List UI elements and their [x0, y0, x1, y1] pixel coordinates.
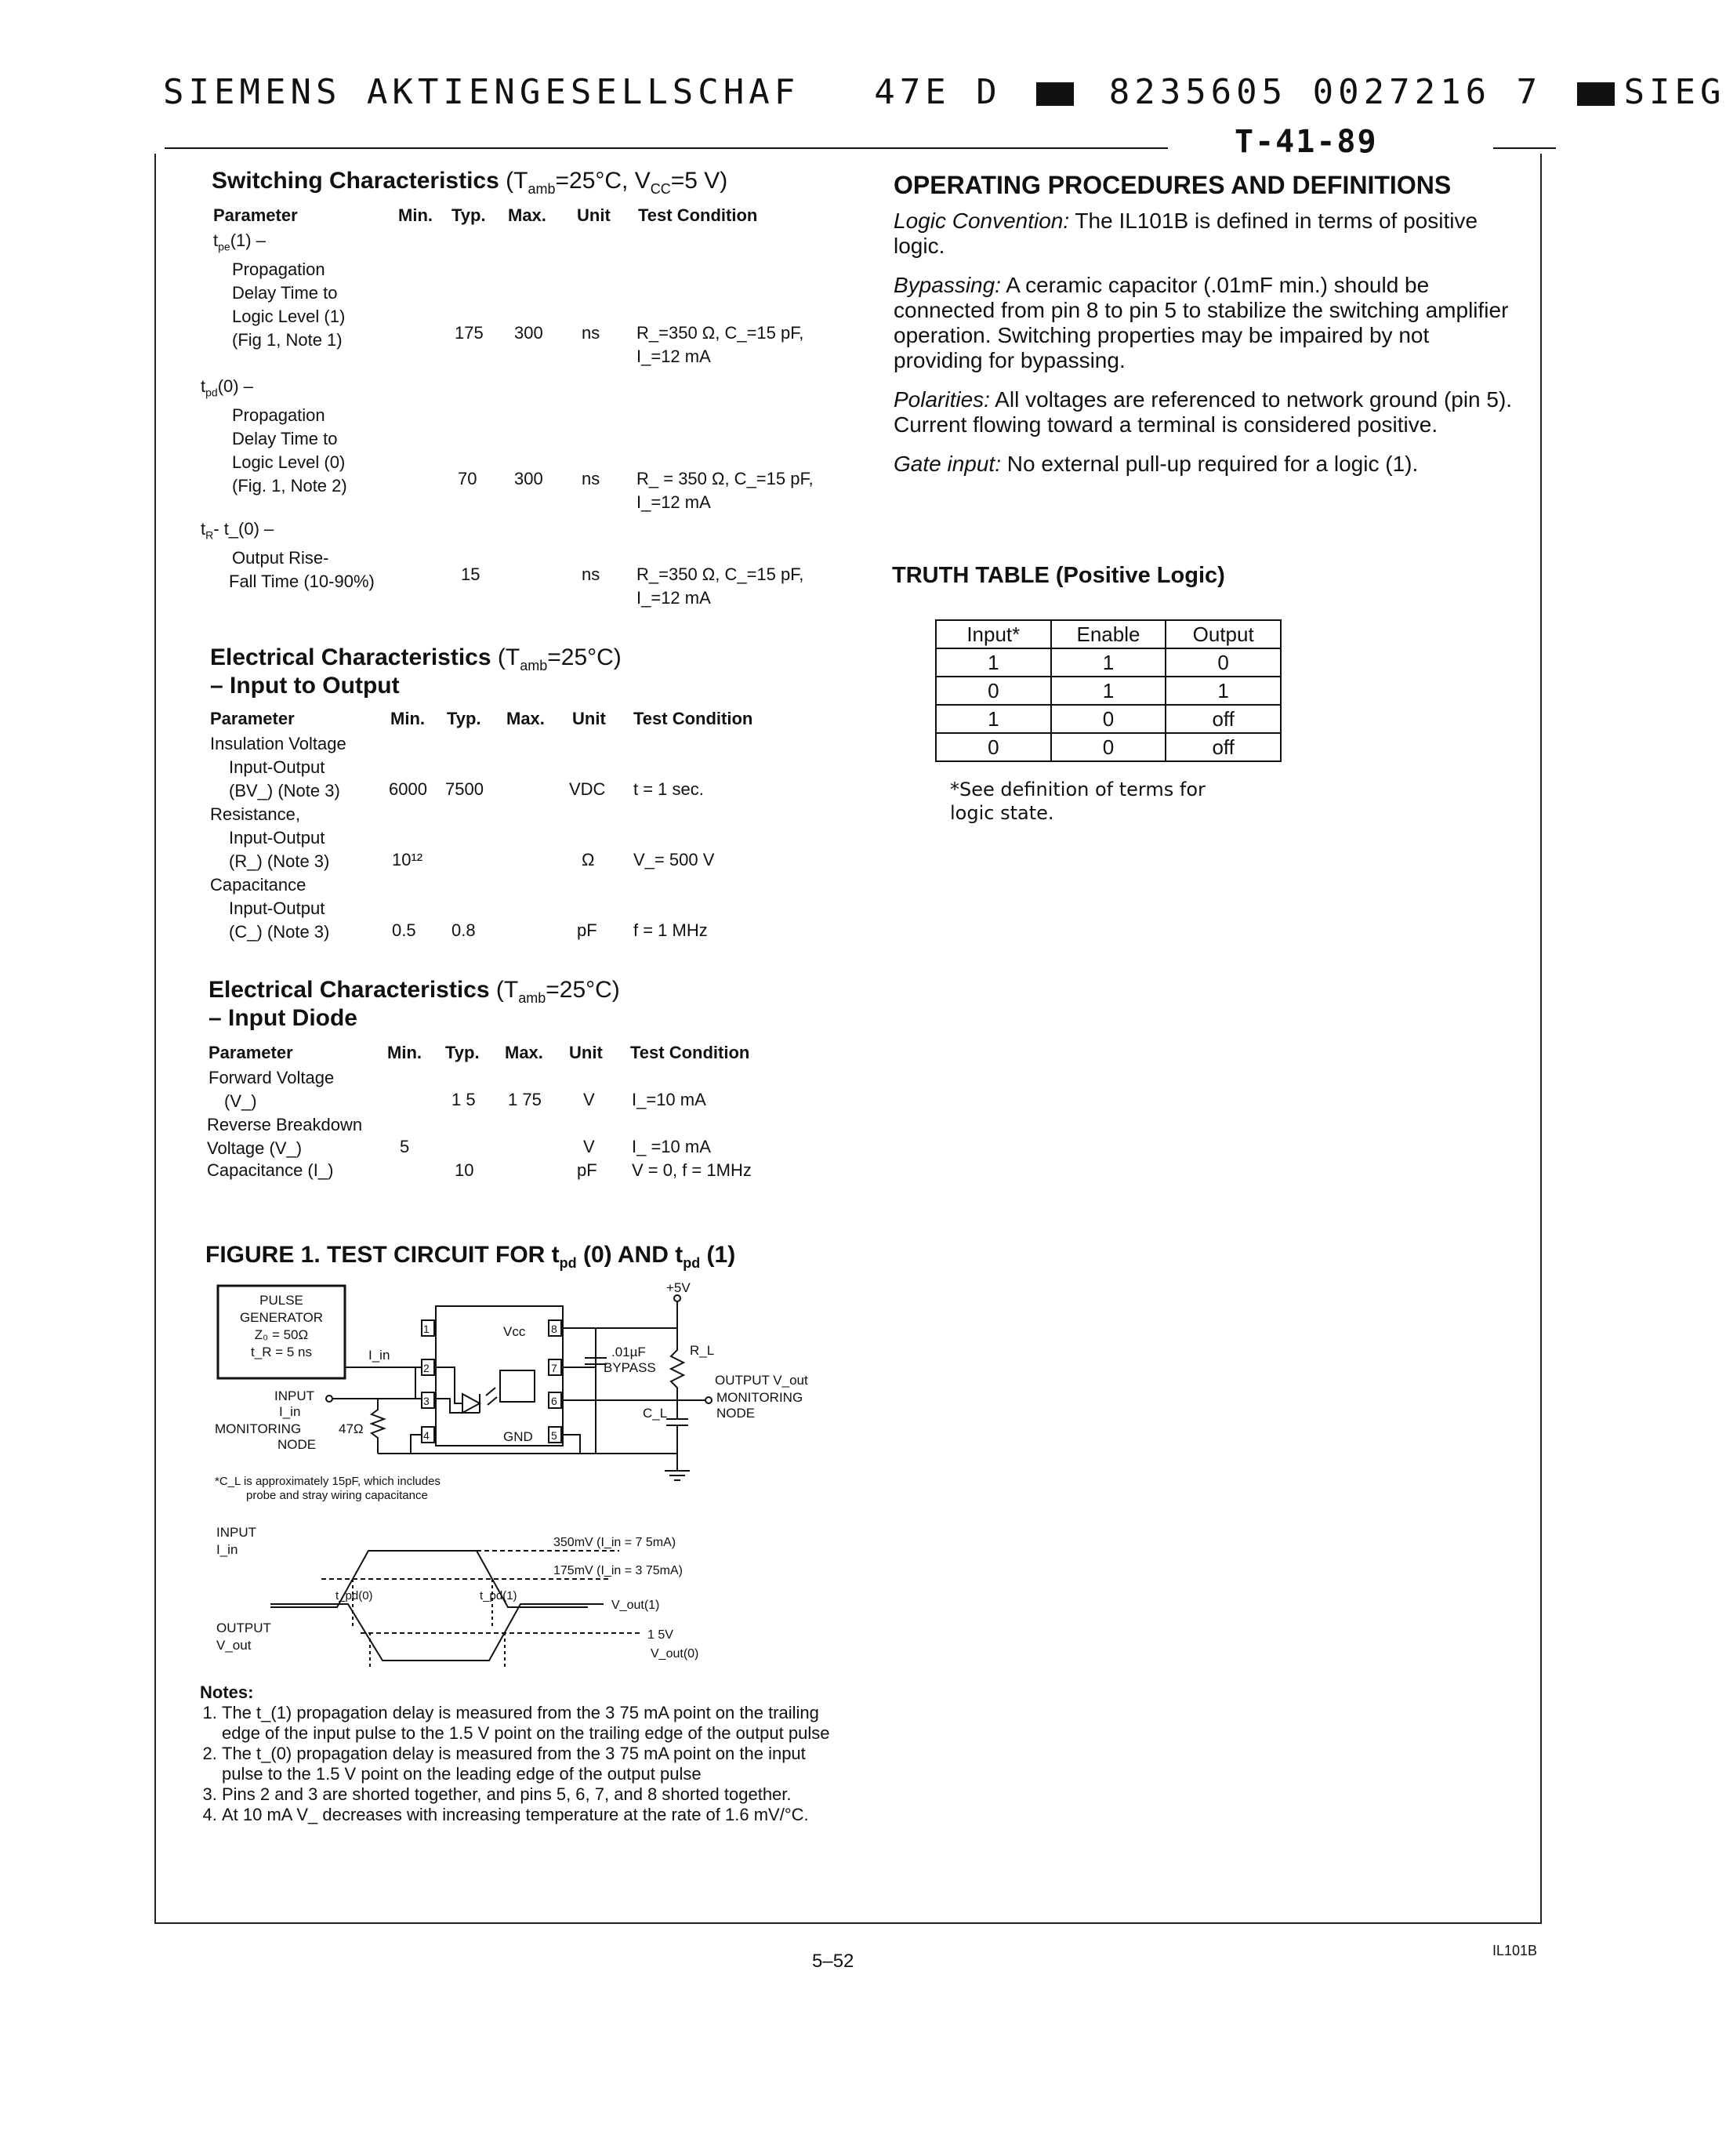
truth-table-title: TRUTH TABLE (Positive Logic): [892, 563, 1225, 588]
diode-row3-cond: V = 0, f = 1MHz: [632, 1160, 752, 1180]
vout1-label: V_out(1): [611, 1599, 660, 1612]
io-row1-min: 6000: [389, 779, 427, 799]
node-label: NODE: [716, 1406, 756, 1421]
diode-row3-parameter: Capacitance (I_): [207, 1160, 334, 1180]
output-label: OUTPUT V_out: [715, 1373, 808, 1388]
sw-row3-parameter: $t_R-$ t_(0) – Output Rise- Fall Time (10-90%): [201, 519, 375, 592]
sw-row3-unit: ns: [582, 564, 600, 584]
io-header-min: Min.: [390, 709, 425, 728]
diode-row1-max: 1 75: [508, 1090, 542, 1109]
output-waveform: [270, 1604, 604, 1661]
diode-row2-min: 5: [400, 1137, 410, 1156]
header-code3: SIEG: [1623, 72, 1726, 112]
sw-row2-unit: ns: [582, 469, 600, 488]
input-waveform: [270, 1551, 588, 1607]
svg-text:5: 5: [551, 1429, 557, 1442]
truth-header-output: Output: [1166, 620, 1281, 648]
truth-header-input: Input*: [936, 620, 1051, 648]
diode-header-min: Min.: [387, 1043, 422, 1062]
wave-350-label: 350mV (I_in = 7 5mA): [553, 1536, 676, 1549]
io-header-parameter: Parameter: [210, 709, 295, 728]
svg-text:GENERATOR: GENERATOR: [239, 1310, 324, 1325]
sw-header-typ: Typ.: [451, 205, 486, 225]
sw-header-condition: Test Condition: [638, 205, 758, 225]
svg-text:8: 8: [551, 1323, 557, 1335]
cap-label: .01µF: [611, 1345, 646, 1359]
plus5v-label: +5V: [666, 1280, 691, 1295]
sw-row1-unit: ns: [582, 323, 600, 343]
para-gate-input: Gate input: No external pull-up required for a logic (1).: [894, 452, 1419, 476]
switching-title: Switching Characteristics ($T_{amb}=25^\circ C$, $V_{CC}=5$ V): [212, 168, 728, 197]
io-row3-cond: f = 1 MHz: [633, 920, 708, 940]
svg-text:1: 1: [423, 1323, 430, 1335]
svg-text:MONITORING: MONITORING: [215, 1421, 302, 1436]
diode-row1-unit: V: [583, 1090, 595, 1109]
svg-text:V_out: V_out: [216, 1638, 252, 1653]
io-row3-min: 0.5: [392, 920, 416, 940]
iin-label: I_in: [368, 1348, 390, 1363]
diode-row3-unit: pF: [577, 1160, 597, 1180]
header-rule-right: [1493, 147, 1556, 149]
diode-header-typ: Typ.: [445, 1043, 480, 1062]
truth-table: [935, 619, 1282, 762]
doc-number: T-41-89: [1235, 124, 1378, 160]
sw-row2-typ: 70: [458, 469, 477, 488]
black-block-mark: [1577, 82, 1615, 106]
part-number: IL101B: [1492, 1943, 1538, 1958]
vout0-label: V_out(0): [651, 1647, 699, 1661]
cl-label: C_L: [643, 1406, 668, 1421]
diode-row1-cond: I_=10 mA: [632, 1090, 706, 1109]
document-header: [163, 72, 1726, 112]
page-number: 5–52: [812, 1951, 854, 1972]
sw-header-max: Max.: [508, 205, 546, 225]
diode-header-max: Max.: [505, 1043, 543, 1062]
svg-text:Z₀ = 50Ω: Z₀ = 50Ω: [254, 1327, 309, 1342]
note-1: 1. The t_(1) propagation delay is measured from the 3 75 mA point on the trailing edge of the input pulse to the 1.5 V point on the trailing edge of the output pulse: [222, 1703, 843, 1744]
wave-175-label: 175mV (I_in = 3 75mA): [553, 1564, 683, 1577]
io-row1-unit: VDC: [569, 779, 606, 799]
black-block-mark: [1036, 82, 1074, 106]
operating-procedures: [894, 172, 1513, 491]
note-2: 2. The t_(0) propagation delay is measured from the 3 75 mA point on the input pulse to the 1.5 V point on the leading edge of the output pulse: [222, 1744, 843, 1784]
input-label: INPUT: [274, 1388, 314, 1403]
io-header-unit: Unit: [572, 709, 606, 728]
elec-diode-subtitle: – Input Diode: [208, 1005, 357, 1031]
elec-io-title: Electrical Characteristics $(T_{amb}=25^\circ C)$: [210, 644, 622, 673]
sw-row3-cond1: R_=350 Ω, C_=15 pF,: [636, 564, 804, 584]
truth-header-enable: Enable: [1051, 620, 1166, 648]
svg-text:3: 3: [423, 1395, 430, 1407]
svg-text:6: 6: [551, 1395, 557, 1407]
svg-text:I_in: I_in: [279, 1404, 301, 1419]
test-circuit-diagram: [204, 1278, 862, 1670]
resistor-47: [372, 1399, 384, 1454]
diode-header-parameter: Parameter: [208, 1043, 293, 1062]
svg-text:NODE: NODE: [277, 1437, 317, 1452]
diode-header-unit: Unit: [569, 1043, 603, 1062]
truth-footnote: *See definition of terms for logic state.: [950, 779, 1206, 824]
diode-symbol: [462, 1394, 480, 1413]
sw-row2-max: 300: [514, 469, 543, 488]
sw-row1-max: 300: [514, 323, 543, 343]
circuit-footnote: *C_L is approximately 15pF, which includes: [215, 1475, 441, 1488]
wave-output-label: OUTPUT: [216, 1621, 271, 1635]
sw-row3-cond2: I_=12 mA: [636, 588, 711, 608]
para-polarities: Polarities: All voltages are referenced to network ground (pin 5). Current flowing toward a terminal is considered positive.: [894, 387, 1513, 437]
notes-section: [200, 1682, 843, 1825]
sw-header-unit: Unit: [577, 205, 611, 225]
para-logic-convention: Logic Convention: The IL101B is defined in terms of positive logic.: [894, 209, 1478, 258]
io-row1-parameter: Insulation Voltage Input-Output (BV_) (Note 3): [210, 734, 346, 800]
sw-row1-typ: 175: [455, 323, 484, 343]
vcc-label: Vcc: [503, 1324, 526, 1339]
elec-io-subtitle: – Input to Output: [210, 673, 400, 699]
header-code2: 8235605 0027216 7: [1108, 72, 1543, 112]
io-row1-typ: 7500: [445, 779, 484, 799]
res47-label: 47Ω: [339, 1421, 364, 1436]
resistor-rl: [671, 1301, 684, 1400]
sw-row2-cond2: I_=12 mA: [636, 492, 711, 512]
sw-row3-typ: 15: [461, 564, 480, 584]
operating-title: OPERATING PROCEDURES AND DEFINITIONS: [894, 171, 1452, 199]
table-row: 0 0 off: [936, 733, 1281, 761]
sw-row1-cond2: I_=12 mA: [636, 347, 711, 366]
io-row2-parameter: Resistance, Input-Output (R_) (Note 3): [210, 804, 330, 871]
io-row2-unit: Ω: [582, 850, 595, 869]
sw-row1-parameter: $t_{pe}(1)$ – Propagation Delay Time to Logic Level (1) (Fig 1, Note 1): [213, 230, 346, 350]
diode-row1-parameter: Forward Voltage (V_): [208, 1068, 335, 1111]
wave-input-label: INPUT: [216, 1525, 256, 1540]
para-bypassing: Bypassing: A ceramic capacitor (.01mF min.) should be connected from pin 8 to pin 5 to stabilize the switching amplifier operation. Switching properties may be impaired by not providing for bypassing.: [894, 273, 1509, 372]
tpd1-label: t_pd(1): [480, 1589, 517, 1602]
plus5v-terminal: [674, 1295, 680, 1301]
gnd-label: GND: [503, 1429, 533, 1444]
diode-row2-unit: V: [583, 1137, 595, 1156]
diode-row1-typ: 1 5: [451, 1090, 476, 1109]
v15-label: 1 5V: [647, 1628, 673, 1642]
io-row3-unit: pF: [577, 920, 597, 940]
svg-text:probe and stray wiring capacit: probe and stray wiring capacitance: [246, 1489, 428, 1502]
pulse-gen-label: PULSE: [259, 1293, 303, 1308]
svg-text:2: 2: [423, 1362, 430, 1374]
bypass-label: BYPASS: [604, 1360, 656, 1375]
io-row3-parameter: Capacitance Input-Output (C_) (Note 3): [210, 875, 330, 942]
notes-title: Notes:: [200, 1682, 254, 1702]
note-4: 4. At 10 mA V_ decreases with increasing temperature at the rate of 1.6 mV/°C.: [222, 1805, 843, 1825]
io-row3-typ: 0.8: [451, 920, 476, 940]
diode-row2-parameter: Reverse Breakdown Voltage (V_): [207, 1115, 363, 1158]
svg-text:7: 7: [551, 1362, 557, 1374]
monitoring-label: MONITORING: [716, 1390, 803, 1405]
tpd0-label: t_pd(0): [335, 1589, 373, 1602]
sw-row2-cond1: R_ = 350 Ω, C_=15 pF,: [636, 469, 814, 488]
table-row: 1 0 off: [936, 705, 1281, 733]
sw-header-min: Min.: [398, 205, 433, 225]
table-row: 0 1 1: [936, 677, 1281, 705]
diode-row3-typ: 10: [455, 1160, 474, 1180]
io-row2-cond: V_= 500 V: [633, 850, 715, 869]
gate-symbol: [500, 1370, 535, 1402]
io-row2-min: 10¹²: [392, 850, 423, 869]
sw-row2-parameter: $t_{pd}(0)$ – Propagation Delay Time to Logic Level (0) (Fig. 1, Note 2): [201, 376, 347, 496]
header-code1: 47E D: [874, 72, 1002, 112]
diode-header-condition: Test Condition: [630, 1043, 750, 1062]
figure-title: FIGURE 1. TEST CIRCUIT FOR $t_{pd}$ (0) AND $t_{pd}$ (1): [205, 1242, 736, 1271]
svg-text:t_R = 5 ns: t_R = 5 ns: [251, 1345, 312, 1359]
io-header-condition: Test Condition: [633, 709, 753, 728]
header-company: SIEMENS AKTIENGESELLSCHAF: [163, 72, 800, 112]
header-rule: [165, 147, 1168, 149]
sw-header-parameter: Parameter: [213, 205, 298, 225]
note-3: 3. Pins 2 and 3 are shorted together, and pins 5, 6, 7, and 8 shorted together.: [222, 1784, 843, 1805]
svg-text:4: 4: [423, 1429, 430, 1442]
elec-diode-title: Electrical Characteristics $(T_{amb}=25^\circ C)$: [208, 977, 620, 1006]
rl-label: R_L: [690, 1343, 715, 1358]
io-row1-cond: t = 1 sec.: [633, 779, 704, 799]
sw-row1-cond1: R_=350 Ω, C_=15 pF,: [636, 323, 804, 343]
table-row: 1 1 0: [936, 648, 1281, 677]
diode-row2-cond: I_ =10 mA: [632, 1137, 711, 1156]
io-header-typ: Typ.: [447, 709, 481, 728]
io-header-max: Max.: [506, 709, 545, 728]
svg-text:I_in: I_in: [216, 1542, 238, 1557]
